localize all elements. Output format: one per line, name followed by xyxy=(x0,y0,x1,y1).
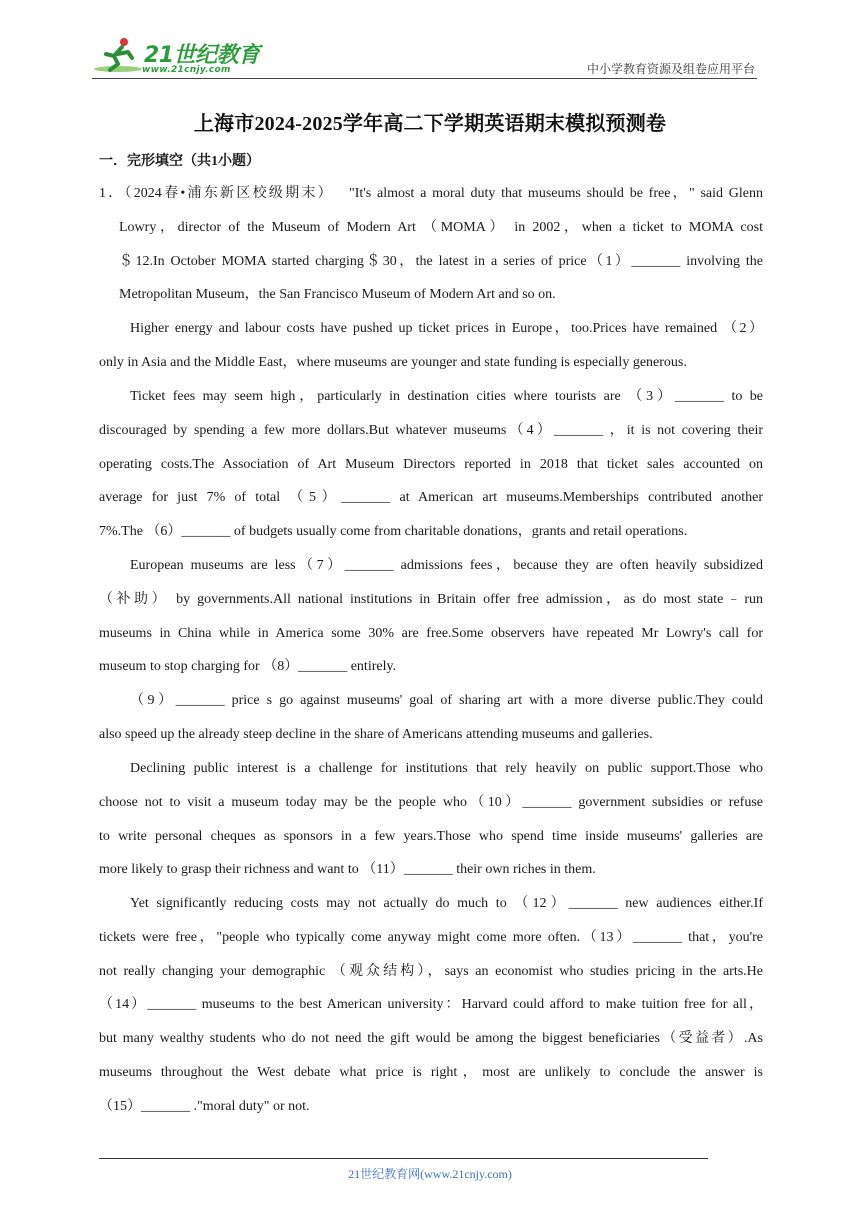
text-line: average for just 7% of total （5）_______ at American art museums.Memberships contributed another xyxy=(99,490,763,506)
logo-text: 21世纪教育 xyxy=(144,43,260,68)
header-divider xyxy=(92,78,757,79)
text-line: only in Asia and the Middle East，where museums are younger and state funding is especially generous. xyxy=(99,354,687,370)
text-line: （补助） by governments.All national institutions in Britain offer free admission，as do most state﹣run xyxy=(99,591,763,607)
text-line: Ticket fees may seem high，particularly in destination cities where tourists are （3）_______ to be xyxy=(130,389,763,404)
text-line: （15）_______ ."moral duty" or not. xyxy=(99,1098,310,1114)
page-title: 上海市2024-2025学年高二下学期英语期末模拟预测卷 xyxy=(193,113,667,135)
section-heading: 一．完形填空（共1小题） xyxy=(99,154,260,169)
text-line: but many wealthy students who do not need the gift would be among the biggest beneficiaries（受益者）.As xyxy=(99,1031,763,1047)
paragraph-2 xyxy=(99,312,763,380)
paragraph-6 xyxy=(99,752,763,887)
paragraph-5 xyxy=(99,684,763,752)
runner-logo-icon xyxy=(92,36,144,76)
logo xyxy=(92,36,262,76)
text-line: operating costs.The Association of Art Museum Directors reported in 2018 that ticket sales accounted on xyxy=(99,456,763,472)
page-header xyxy=(92,30,757,78)
text-line: choose not to visit a museum today may be the people who（10）_______ government subsidies or refuse xyxy=(99,794,763,810)
text-line: 7%.The （6）_______ of budgets usually come from charitable donations，grants and retail operations. xyxy=(99,524,688,540)
text-line: Yet significantly reducing costs may not actually do much to （12）_______ new audiences either.If xyxy=(130,896,763,911)
text-line: not really changing your demographic （观众结构），says an economist who studies pricing in the arts.He xyxy=(99,963,763,979)
text-line: （9）_______ price s go against museums' goal of sharing art with a more diverse public.They could xyxy=(130,693,763,708)
text-line: European museums are less（7）_______ admissions fees，because they are often heavily subsidized xyxy=(130,558,763,573)
text-line: （14）_______ museums to the best American university：Harvard could afford to make tuition free for all， xyxy=(99,997,763,1013)
paragraph-4 xyxy=(99,549,763,684)
page-footer: 21世纪教育网(www.21cnjy.com) xyxy=(348,1167,512,1181)
text-line: to write personal cheques as sponsors in a few years.Those who spend time inside museums' galleries are xyxy=(99,828,763,844)
logo-url: www.21cnjy.com xyxy=(142,65,231,75)
footer-divider xyxy=(99,1158,708,1159)
paragraph-7 xyxy=(99,887,763,1124)
header-platform-text: 中小学教育资源及组卷应用平台 xyxy=(586,62,755,76)
text-line: discouraged by spending a few more dollars.But whatever museums（4）_______ ，it is not covering their xyxy=(99,422,763,438)
text-line: 1．（2024春•浦东新区校级期末） "It's almost a moral duty that museums should be free，" said Glenn xyxy=(99,186,763,201)
paragraph-3 xyxy=(99,380,763,549)
text-line: museum to stop charging for （8）_______ entirely. xyxy=(99,659,397,675)
text-line: Declining public interest is a challenge for institutions that rely heavily on public support.Those who xyxy=(130,761,763,776)
text-line: Higher energy and labour costs have pushed up ticket prices in Europe，too.Prices have remained （2） xyxy=(130,321,763,336)
text-line: Metropolitan Museum，the San Francisco Museum of Modern Art and so on. xyxy=(119,287,556,303)
paragraph-1 xyxy=(99,177,763,312)
text-line: ＄12.In October MOMA started charging＄30，the latest in a series of price（1）_______ involving the xyxy=(119,253,763,269)
text-line: tickets were free，"people who typically come anyway might come more often.（13）_______ that，you're xyxy=(99,929,763,945)
text-line: Lowry，director of the Museum of Modern Art （MOMA） in 2002，when a ticket to MOMA cost xyxy=(119,219,763,235)
text-line: also speed up the already steep decline in the share of Americans attending museums and galleries. xyxy=(99,726,653,742)
text-line: more likely to grasp their richness and want to （11）_______ their own riches in them. xyxy=(99,862,596,878)
text-line: museums in China while in America some 30% are free.Some observers have repeated Mr Lowry's call for xyxy=(99,625,763,641)
text-line: museums throughout the West debate what price is right，most are unlikely to conclude the answer is xyxy=(99,1064,763,1080)
